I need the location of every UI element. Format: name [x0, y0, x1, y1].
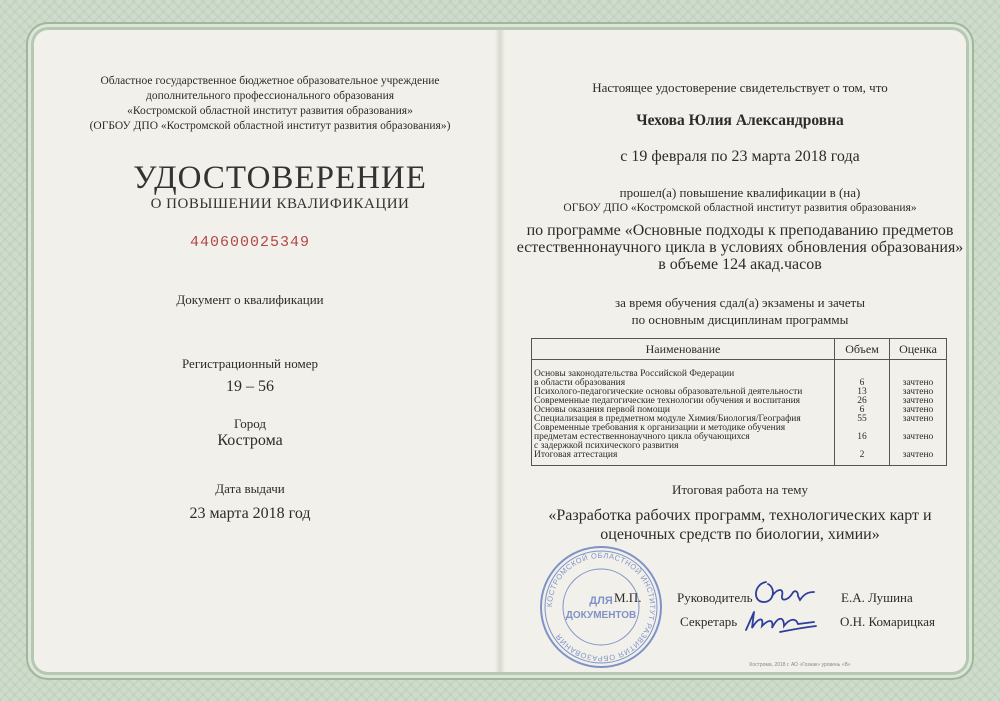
head-label: Руководитель	[677, 590, 753, 605]
final-work-line-2: оценочных средств по биологии, химии»	[600, 526, 880, 543]
subject-name-line: с задержкой психического развития	[534, 441, 679, 451]
city-value: Кострома	[217, 432, 283, 449]
subject-row	[532, 451, 947, 466]
document-title: УДОСТОВЕРЕНИЕ	[133, 160, 427, 196]
final-work-label: Итоговая работа на тему	[671, 482, 809, 497]
issuer-line-4: (ОГБОУ ДПО «Костромской областной институт развития образования»)	[89, 120, 451, 132]
subject-volume: 2	[835, 451, 890, 466]
seal-ring-text: КОСТРОМСКОЙ ОБЛАСТНОЙ ИНСТИТУТ РАЗВИТИЯ ОБРАЗОВАНИЯ	[544, 550, 658, 664]
subjects-table-header	[532, 339, 947, 360]
subject-name-line: Психолого-педагогические основы образовательной деятельности	[534, 387, 803, 397]
passed-text: прошел(а) повышение квалификации в (на)	[619, 185, 861, 200]
issuer-line-1: Областное государственное бюджетное образовательное учреждение	[100, 75, 440, 87]
subject-name-line: Итоговая аттестация	[534, 450, 618, 460]
issue-date-value: 23 марта 2018 год	[189, 505, 311, 522]
column-header-volume: Объем	[835, 339, 890, 360]
subject-name-line: Специализация в предметном модуле Химия/Биология/География	[534, 414, 801, 424]
issuer-line-3: «Костромской областной институт развития образования»	[127, 105, 413, 117]
exams-line-2: по основным дисциплинам программы	[631, 312, 849, 327]
subject-volume: 16	[835, 424, 890, 451]
subject-volume: 26	[835, 397, 890, 406]
official-seal-icon	[538, 544, 664, 670]
subject-volume: 6	[835, 360, 890, 389]
secretary-signature-icon	[740, 606, 820, 636]
registration-label: Регистрационный номер	[182, 356, 318, 371]
subject-volume: 55	[835, 415, 890, 424]
issuer-line-2: дополнительного профессионального образования	[145, 90, 395, 102]
subject-volume: 13	[835, 388, 890, 397]
subject-grade: зачтено	[890, 397, 947, 406]
holder-name: Чехова Юлия Александровна	[636, 112, 844, 129]
subjects-table	[531, 338, 947, 466]
subject-row	[532, 360, 947, 389]
subject-name-line: Основы законодательства Российской Федерации	[534, 369, 735, 379]
document-subtitle: О ПОВЫШЕНИИ КВАЛИФИКАЦИИ	[150, 196, 410, 212]
print-house-footer: Кострома, 2018 г. АО «Гознак» уровень «В»	[749, 662, 851, 668]
subjects-table-body	[532, 360, 947, 466]
program-block	[510, 222, 970, 273]
seal-center-line-1: ДЛЯ	[589, 595, 613, 607]
subject-row	[532, 424, 947, 451]
subject-grade: зачтено	[890, 406, 947, 415]
exams-block	[520, 294, 960, 328]
subject-volume: 6	[835, 406, 890, 415]
svg-text:КОСТРОМСКОЙ ОБЛАСТНОЙ ИНСТИТУТ	[545, 551, 657, 663]
subject-grade: зачтено	[890, 388, 947, 397]
certificate-number: 440600025349	[189, 234, 311, 251]
subject-name	[532, 424, 835, 451]
document-type-label: Документ о квалификации	[176, 292, 324, 307]
subject-name	[532, 451, 835, 466]
city-label: Город	[233, 416, 267, 431]
subject-name-line: Современные педагогические технологии обучения и воспитания	[534, 396, 801, 406]
subject-grade: зачтено	[890, 424, 947, 451]
issuer-block	[60, 74, 480, 134]
program-line-3: в объеме 124 акад.часов	[658, 256, 822, 273]
subject-grade: зачтено	[890, 360, 947, 389]
registration-number: 19 – 56	[226, 378, 274, 395]
final-work-line-1: «Разработка рабочих программ, технологических карт и	[548, 507, 932, 524]
subject-name-line: предметам естественнонаучного цикла обучающихся	[534, 432, 750, 442]
subject-name-line: Основы оказания первой помощи	[534, 405, 670, 415]
head-signature-icon	[748, 574, 818, 610]
secretary-name: О.Н. Комарицкая	[840, 614, 935, 629]
column-header-grade: Оценка	[890, 339, 947, 360]
final-work-topic	[510, 506, 970, 544]
subject-name-line: в области образования	[534, 378, 626, 388]
secretary-label: Секретарь	[680, 614, 738, 629]
program-line-1: по программе «Основные подходы к преподаванию предметов	[526, 222, 954, 239]
exams-line-1: за время обучения сдал(а) экзамены и зачеты	[615, 295, 865, 310]
column-header-name: Наименование	[532, 339, 835, 360]
subject-name	[532, 360, 835, 389]
training-period: с 19 февраля по 23 марта 2018 года	[620, 148, 860, 165]
subject-grade: зачтено	[890, 451, 947, 466]
center-fold	[495, 30, 505, 672]
issue-date-label: Дата выдачи	[215, 481, 285, 496]
training-organization: ОГБОУ ДПО «Костромской областной институт развития образования»	[563, 202, 917, 214]
subject-grade: зачтено	[890, 415, 947, 424]
intro-text: Настоящее удостоверение свидетельствует о том, что	[592, 80, 888, 95]
head-name: Е.А. Лушина	[841, 590, 913, 605]
program-line-2: естественнонаучного цикла в условиях обновления образования»	[516, 239, 964, 256]
seal-center-line-2: ДОКУМЕНТОВ	[565, 610, 637, 621]
subject-name-line: Современные требования к организации и методике обучения	[534, 423, 786, 433]
stamp-place-label: М.П.	[614, 590, 642, 605]
